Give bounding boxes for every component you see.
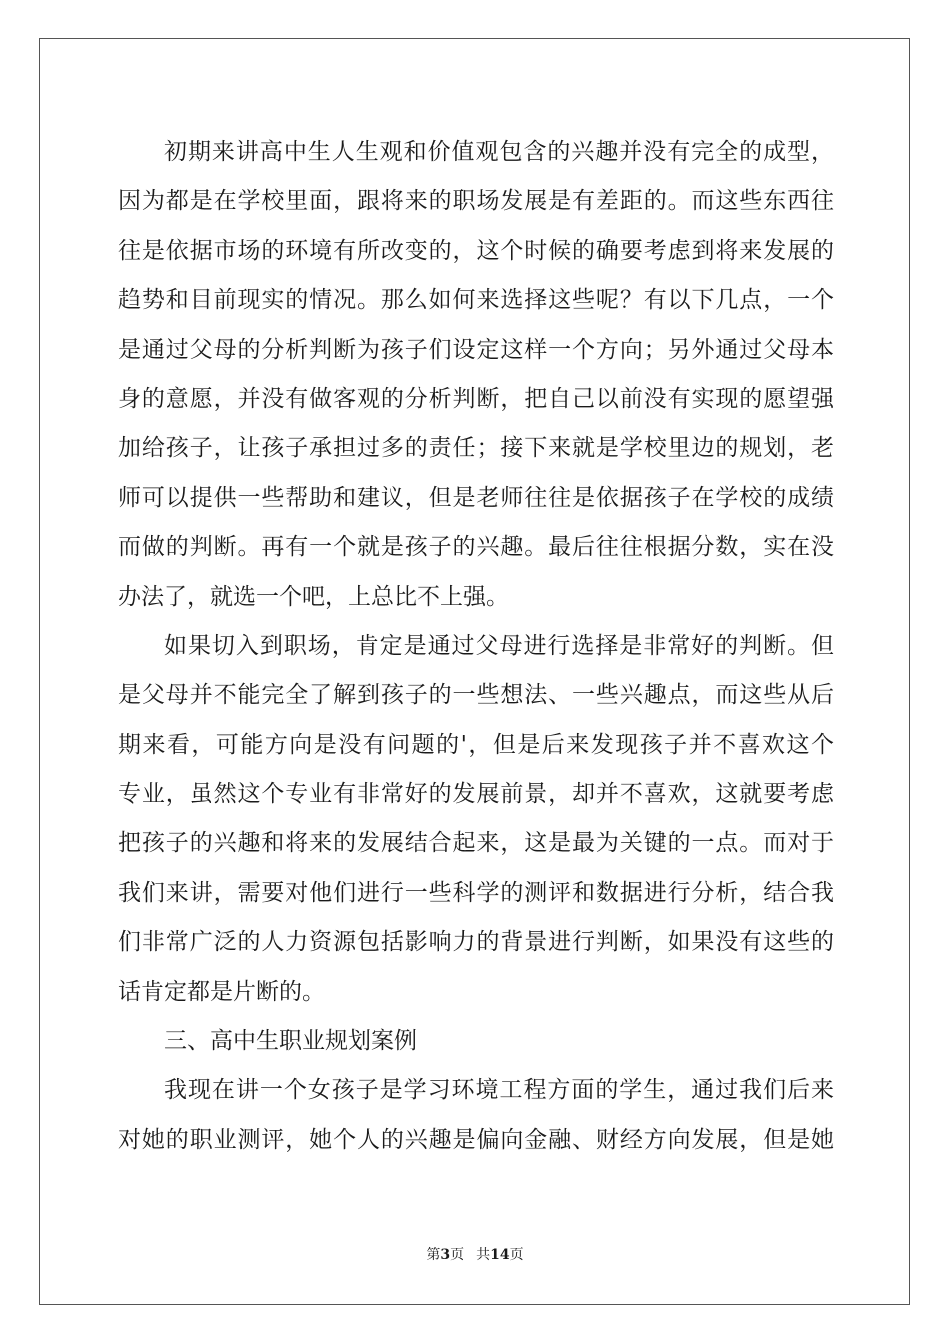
page-footer [0,1244,950,1264]
text-line: 初期来讲高中生人生观和价值观包含的兴趣并没有完全的成型， [164,139,834,165]
text-line: 身的意愿，并没有做客观的分析判断，把自己以前没有实现的愿望强 [118,385,834,412]
heading-text: 三、高中生职业规划案例 [164,1028,417,1055]
total-suffix: 页 [509,1247,524,1263]
text-line: 把孩子的兴趣和将来的发展结合起来，这是最为关键的一点。而对于 [118,830,834,857]
page-prefix: 第 [426,1247,441,1263]
text-line: 期来看，可能方向是没有问题的'，但是后来发现孩子并不喜欢这个 [118,731,834,758]
text-line: 师可以提供一些帮助和建议，但是老师往往是依据孩子在学校的成绩 [118,484,834,511]
text-line: 趋势和目前现实的情况。那么如何来选择这些呢？有以下几点，一个 [118,287,834,314]
paragraph [118,622,834,1017]
text-line: 往是依据市场的环境有所改变的，这个时候的确要考虑到将来发展的 [118,237,834,264]
text-line: 办法了，就选一个吧，上总比不上强。 [118,583,509,610]
page-suffix: 页 [450,1247,465,1263]
text-line: 是父母并不能完全了解到孩子的一些想法、一些兴趣点，而这些从后 [118,682,834,709]
text-line: 专业，虽然这个专业有非常好的发展前景，却并不喜欢，这就要考虑 [118,781,834,808]
text-line: 对她的职业测评，她个人的兴趣是偏向金融、财经方向发展，但是她 [118,1126,834,1153]
text-line: 我们来讲，需要对他们进行一些科学的测评和数据进行分析，结合我 [118,879,834,906]
total-prefix: 共 [476,1247,491,1263]
text-line: 加给孩子，让孩子承担过多的责任；接下来就是学校里边的规划，老 [118,435,834,462]
page-number: 3 [440,1247,451,1263]
text-line: 如果切入到职场，肯定是通过父母进行选择是非常好的判断。但 [164,632,834,659]
total-pages: 14 [490,1247,510,1263]
paragraph [118,1066,834,1165]
text-line: 话肯定都是片断的。 [118,978,325,1005]
text-line: 们非常广泛的人力资源包括影响力的背景进行判断，如果没有这些的 [118,929,834,956]
text-line: 我现在讲一个女孩子是学习环境工程方面的学生，通过我们后来 [164,1077,834,1104]
text-line: 因为都是在学校里面，跟将来的职场发展是有差距的。而这些东西往 [118,188,834,215]
paragraph [118,128,834,622]
text-line: 是通过父母的分析判断为孩子们设定这样一个方向；另外通过父母本 [118,336,834,363]
section-heading [118,1017,834,1066]
document-body [118,128,834,1165]
text-line: 而做的判断。再有一个就是孩子的兴趣。最后往往根据分数，实在没 [118,534,834,561]
